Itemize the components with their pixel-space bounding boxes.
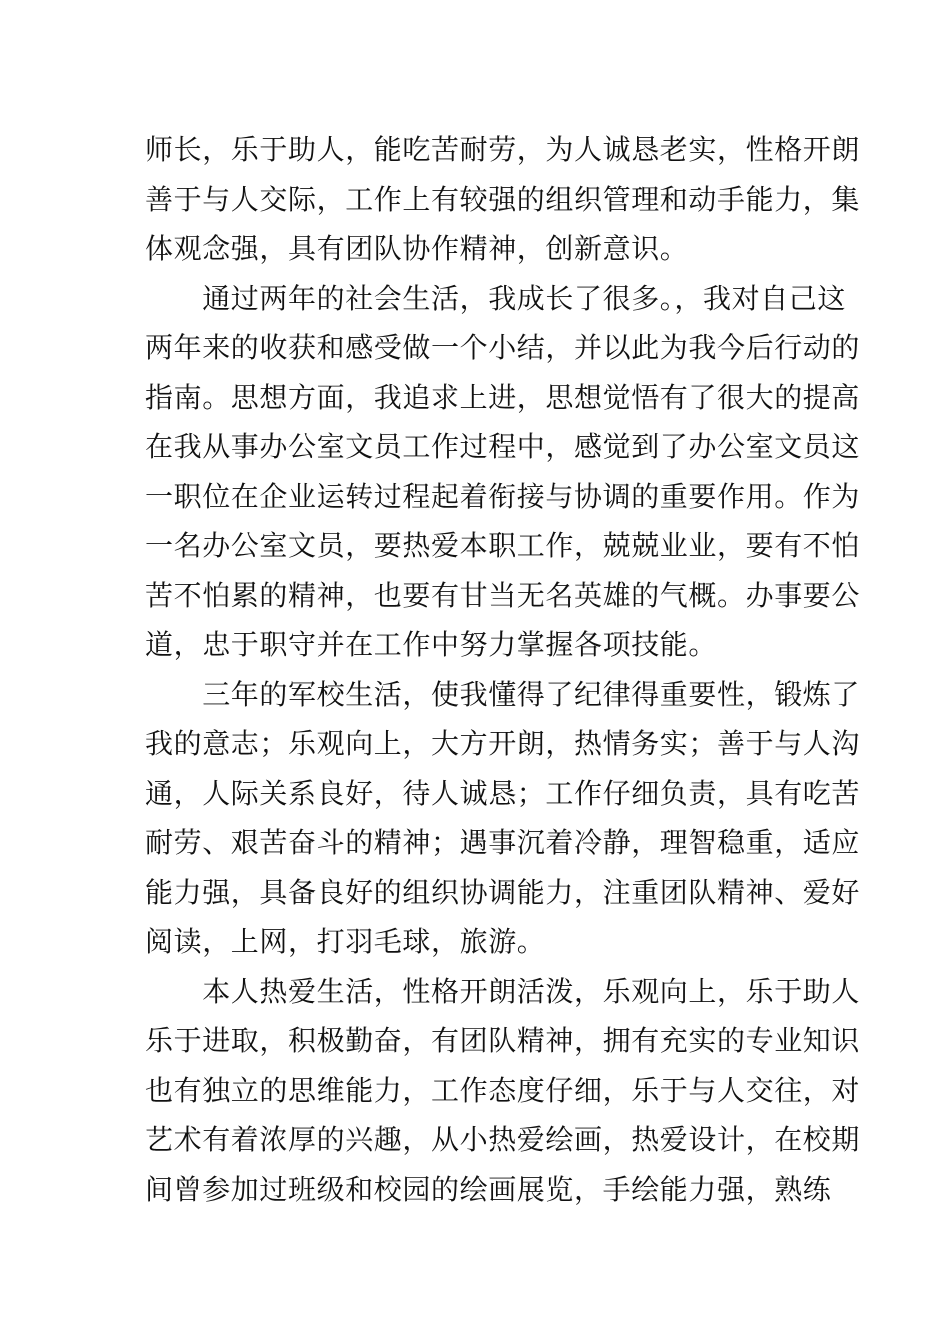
text-line: 三年的军校生活，使我懂得了纪律得重要性，锻炼了 <box>145 677 861 711</box>
text-line: 乐于进取，积极勤奋，有团队精神，拥有充实的专业知识 <box>145 1024 861 1057</box>
text-line: 两年来的收获和感受做一个小结，并以此为我今后行动的 <box>145 331 861 364</box>
text-line: 指南。思想方面，我追求上进，思想觉悟有了很大的提高 <box>145 380 861 414</box>
text-line: 通，人际关系良好，待人诚恳；工作仔细负责，具有吃苦 <box>145 776 861 810</box>
text-line: 也有独立的思维能力，工作态度仔细，乐于与人交往，对 <box>145 1073 861 1107</box>
text-line: 间曾参加过班级和校园的绘画展览，手绘能力强，熟练 <box>145 1172 832 1206</box>
text-line: 苦不怕累的精神，也要有甘当无名英雄的气概。办事要公 <box>145 578 861 612</box>
text-line: 一名办公室文员，要热爱本职工作，兢兢业业，要有不怕 <box>145 529 861 562</box>
text-line: 体观念强，具有团队协作精神，创新意识。 <box>145 232 689 265</box>
text-line: 通过两年的社会生活，我成长了很多。，我对自己这 <box>145 281 847 315</box>
text-line: 本人热爱生活，性格开朗活泼，乐观向上，乐于助人 <box>145 974 861 1008</box>
text-line: 在我从事办公室文员工作过程中，感觉到了办公室文员这 <box>145 430 861 463</box>
text-line: 我的意志；乐观向上，大方开朗，热情务实；善于与人沟 <box>145 727 861 760</box>
text-line: 耐劳、艰苦奋斗的精神；遇事沉着冷静，理智稳重，适应 <box>145 826 861 859</box>
text-line: 能力强，具备良好的组织协调能力，注重团队精神、爱好 <box>145 875 861 909</box>
body-text <box>145 125 861 1214</box>
text-line: 阅读，上网，打羽毛球，旅游。 <box>145 925 546 958</box>
text-line: 师长，乐于助人，能吃苦耐劳，为人诚恳老实，性格开朗 <box>145 133 861 166</box>
text-line: 一职位在企业运转过程起着衔接与协调的重要作用。作为 <box>145 479 861 513</box>
text-line: 艺术有着浓厚的兴趣，从小热爱绘画，热爱设计，在校期 <box>145 1123 861 1156</box>
text-line: 善于与人交际，工作上有较强的组织管理和动手能力，集 <box>145 182 861 216</box>
text-line: 道，忠于职守并在工作中努力掌握各项技能。 <box>145 628 718 661</box>
